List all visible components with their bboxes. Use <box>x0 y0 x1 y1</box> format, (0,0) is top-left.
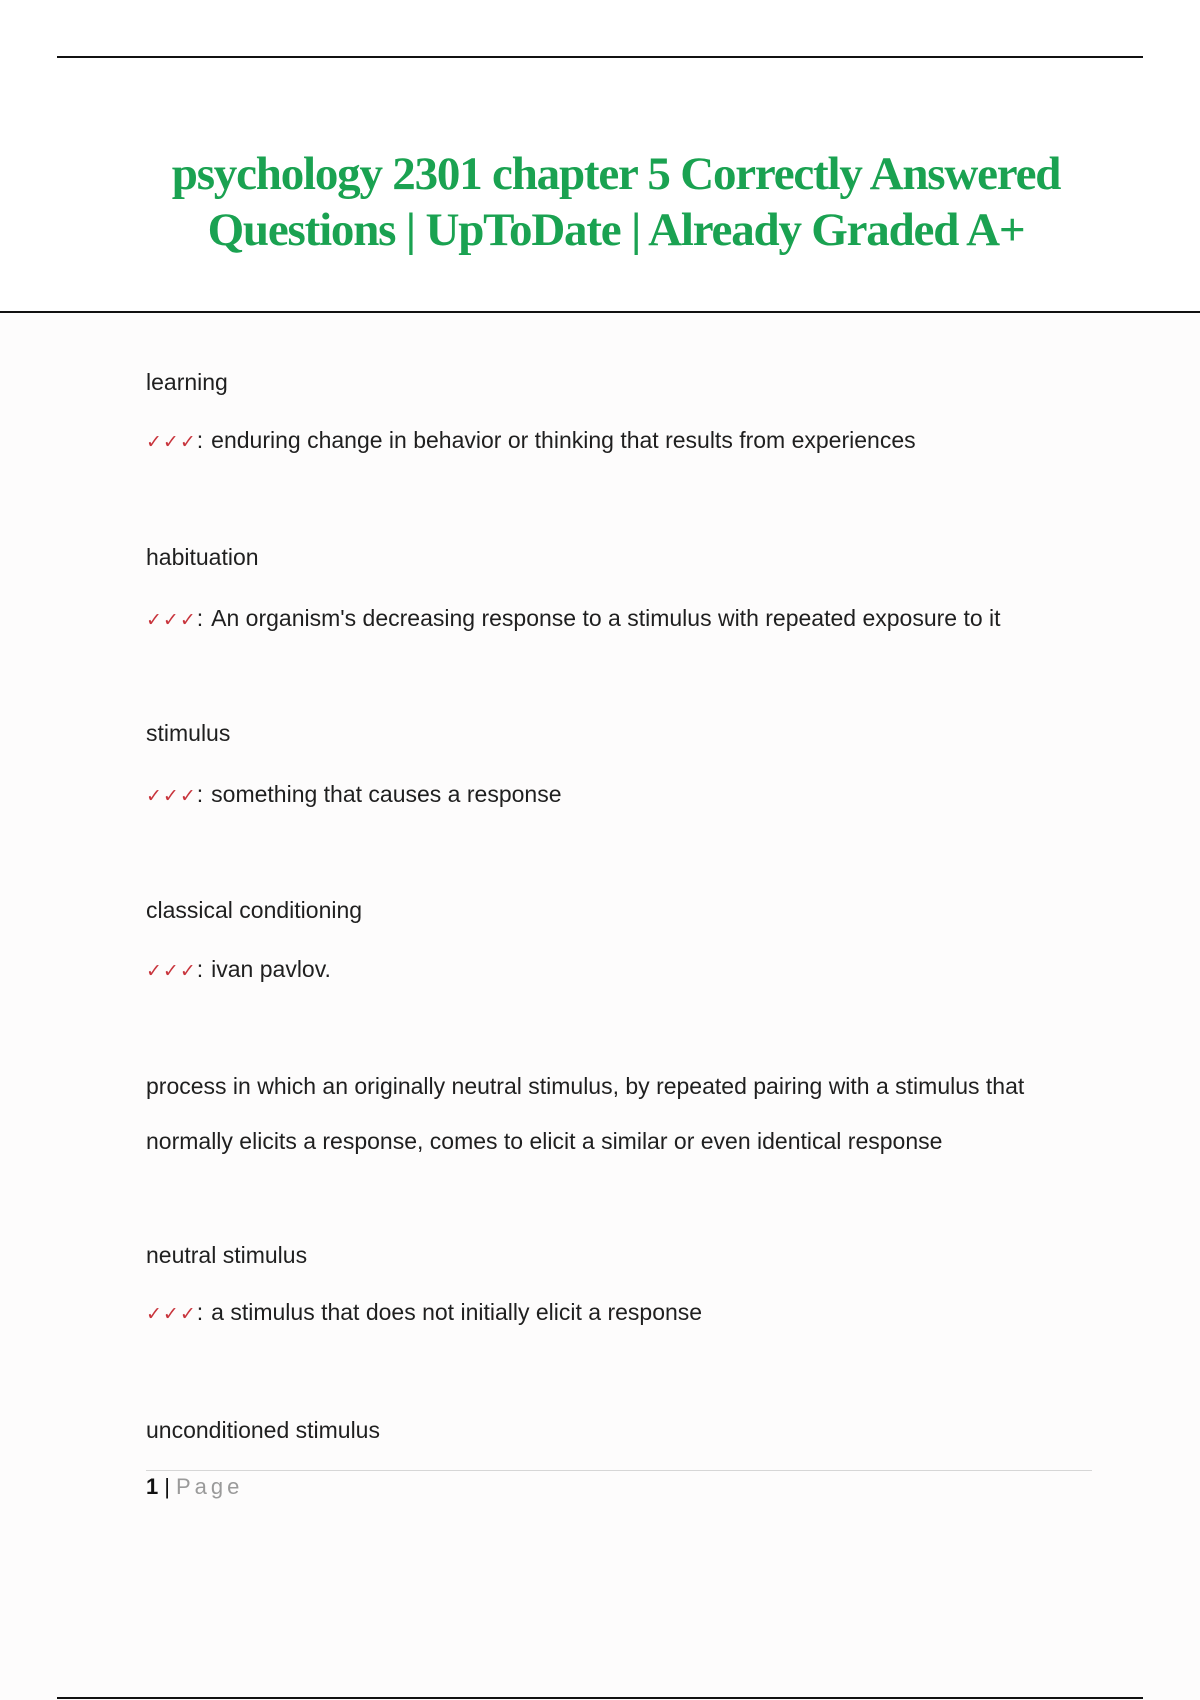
page-label: Page <box>175 1474 244 1499</box>
definition-line-1: process in which an originally neutral stimulus, by repeated pairing with a stimulus that <box>146 1073 1025 1099</box>
document-title-line-2: Questions | UpToDate | Already Graded A+ <box>207 204 1025 256</box>
answer-neutral-stimulus: ✓✓✓: a stimulus that does not initially elicit a response <box>146 1299 703 1325</box>
page-number: 1 <box>146 1474 159 1499</box>
answer-learning: ✓✓✓: enduring change in behavior or thinking that results from experiences <box>146 427 916 453</box>
term-unconditioned-stimulus: unconditioned stimulus <box>146 1417 380 1443</box>
check-marks-icon: ✓✓✓ <box>146 1303 197 1325</box>
page-footer <box>146 1474 243 1500</box>
answer-text: ivan pavlov. <box>211 956 331 982</box>
term-habituation: habituation <box>146 544 259 570</box>
term-learning: learning <box>146 369 228 395</box>
check-marks-icon: ✓✓✓ <box>146 431 197 453</box>
check-marks-icon: ✓✓✓ <box>146 609 197 631</box>
term-classical-conditioning: classical conditioning <box>146 897 363 923</box>
answer-classical-conditioning: ✓✓✓: ivan pavlov. <box>146 956 331 982</box>
answer-text: a stimulus that does not initially elicit a response <box>211 1299 703 1325</box>
title-block <box>0 146 1200 258</box>
term-stimulus: stimulus <box>146 720 231 746</box>
check-marks-icon: ✓✓✓ <box>146 960 197 982</box>
answer-habituation: ✓✓✓: An organism's decreasing response to a stimulus with repeated exposure to it <box>146 605 1001 631</box>
answer-stimulus: ✓✓✓: something that causes a response <box>146 781 562 807</box>
answer-text: An organism's decreasing response to a stimulus with repeated exposure to it <box>211 605 1001 631</box>
check-marks-icon: ✓✓✓ <box>146 785 197 807</box>
bottom-rule <box>57 1697 1143 1699</box>
document-title-line-1: psychology 2301 chapter 5 Correctly Answered <box>171 148 1061 200</box>
page-separator: | <box>164 1474 170 1499</box>
footer-rule <box>146 1470 1092 1471</box>
answer-text: something that causes a response <box>211 781 562 807</box>
definition-line-2: normally elicits a response, comes to elicit a similar or even identical response <box>146 1128 943 1154</box>
top-rule <box>57 56 1143 58</box>
term-neutral-stimulus: neutral stimulus <box>146 1242 308 1268</box>
answer-text: enduring change in behavior or thinking that results from experiences <box>211 427 916 453</box>
